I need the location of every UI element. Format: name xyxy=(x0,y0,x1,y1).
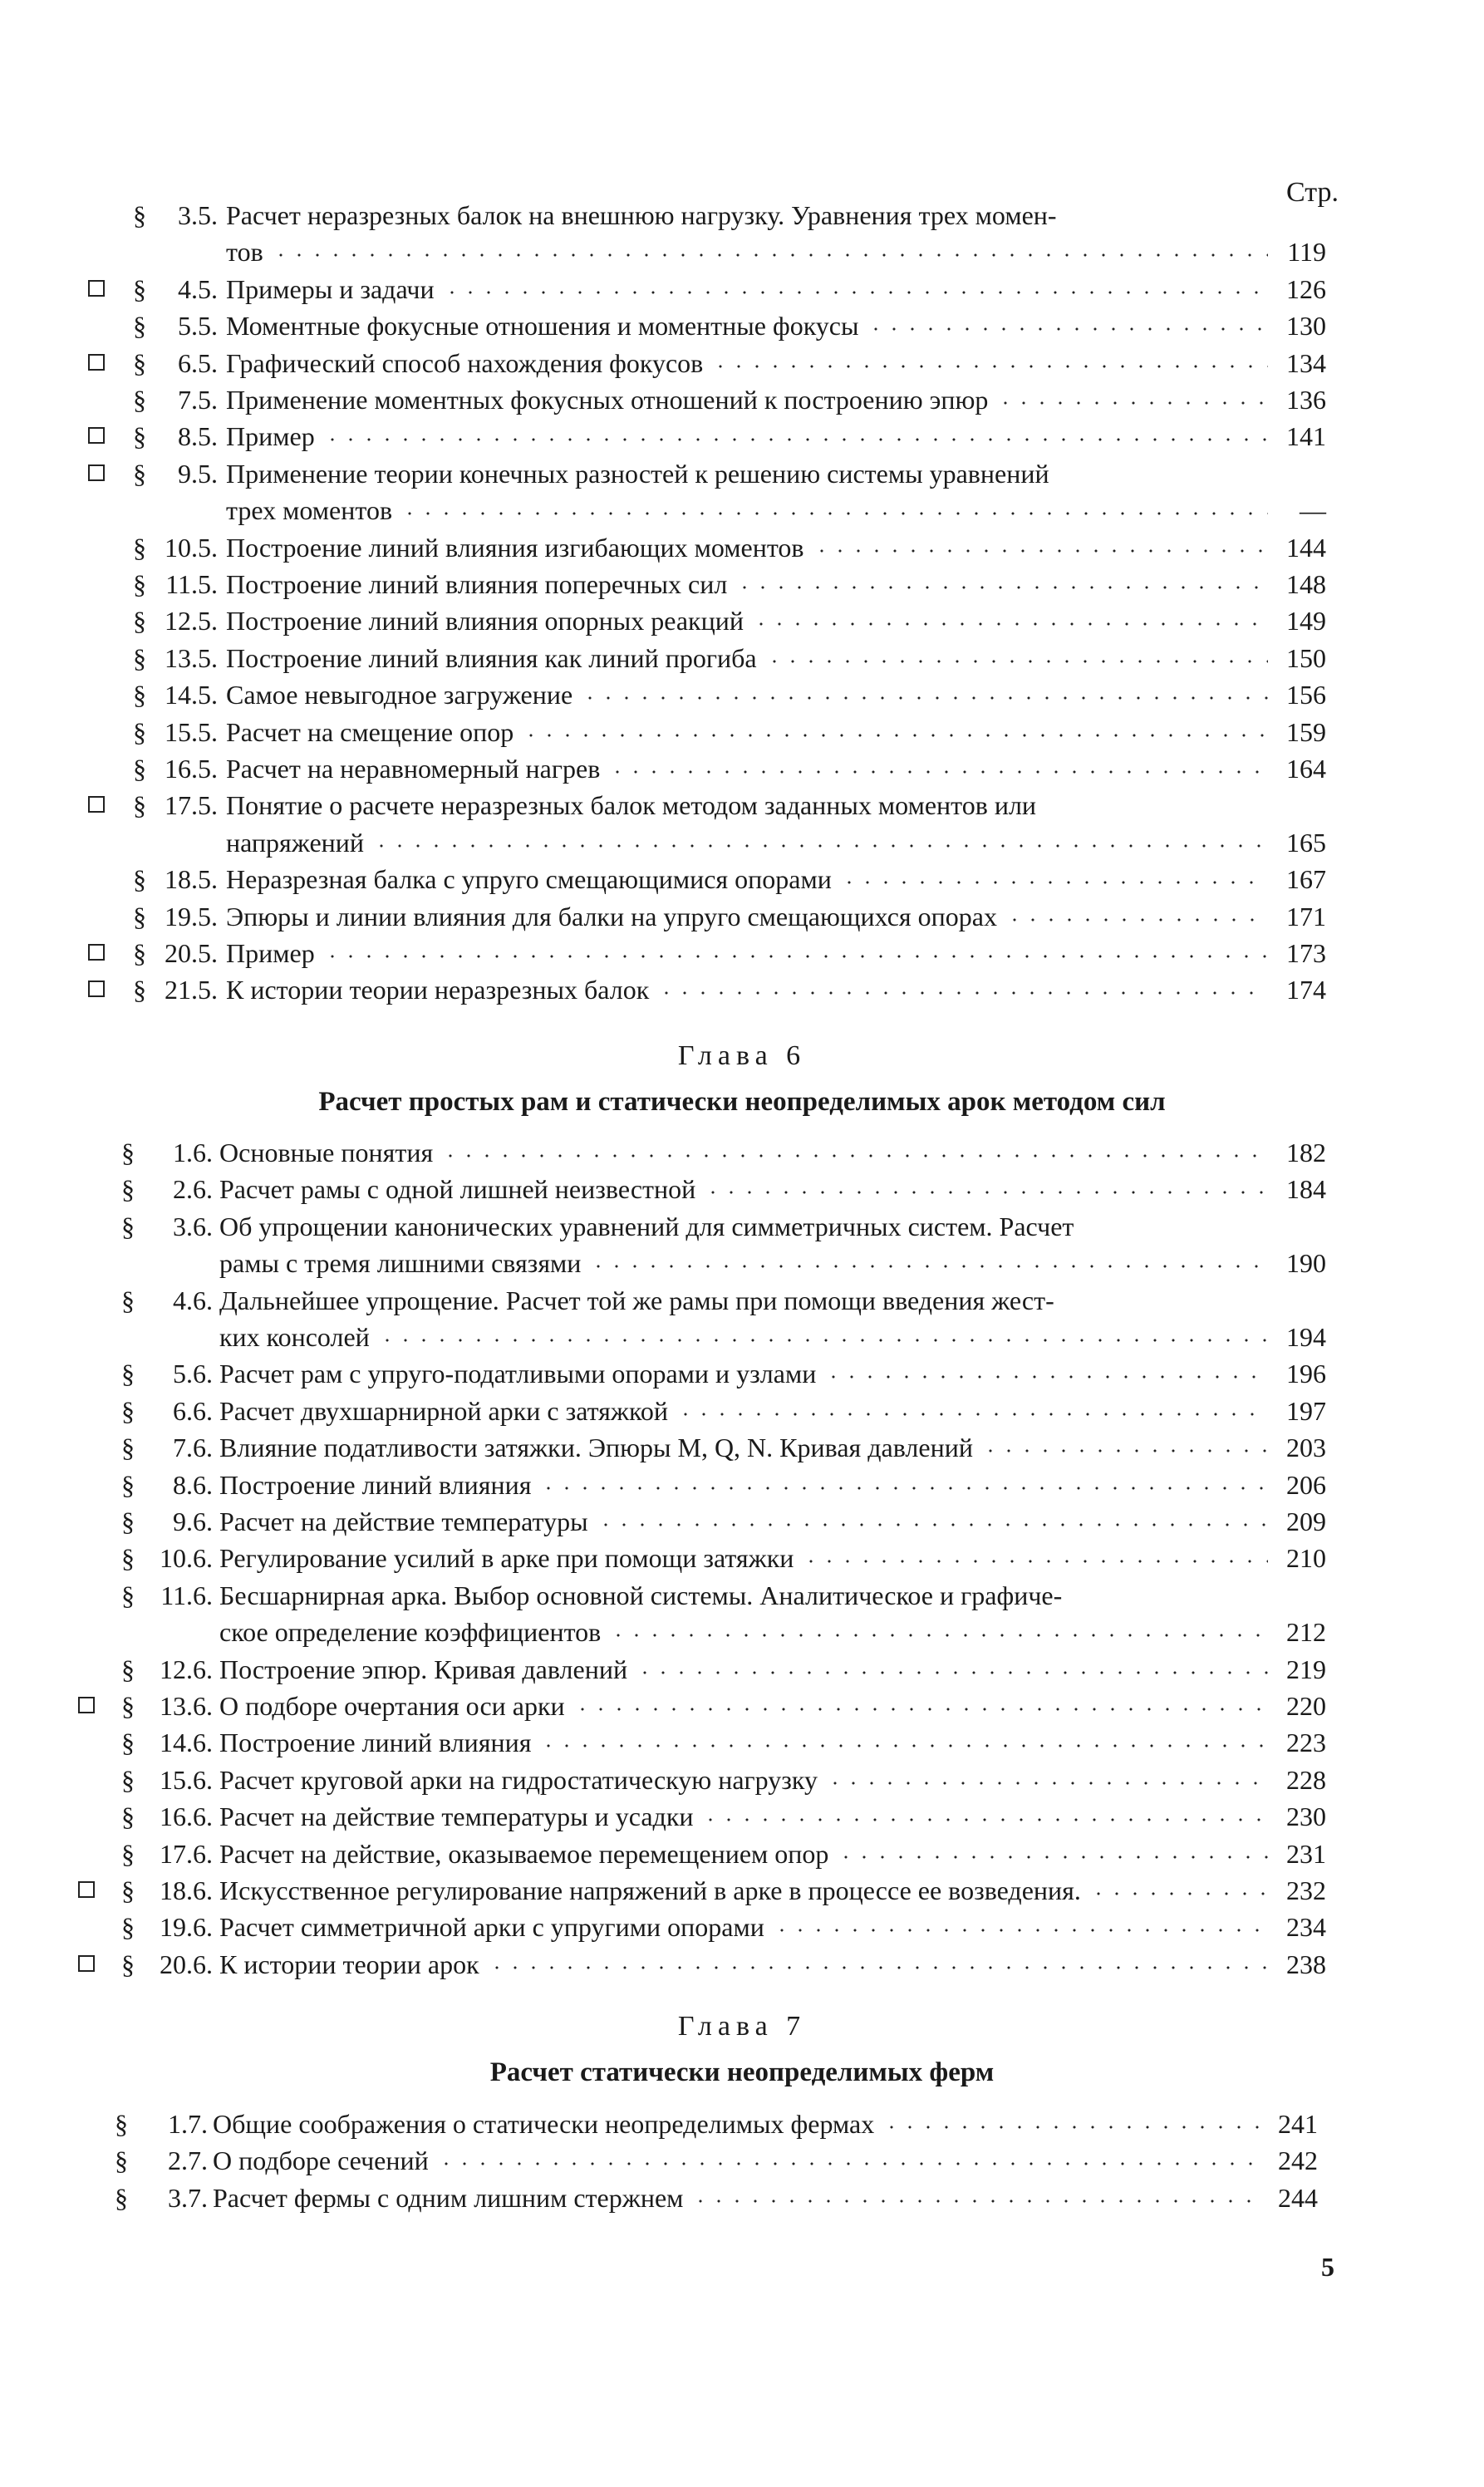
section-sign: § xyxy=(133,642,146,673)
section-sign: § xyxy=(121,1764,135,1795)
entry-number: 6.5. xyxy=(178,347,218,378)
entry-page-number: 190 xyxy=(1286,1248,1326,1279)
dot-leader xyxy=(676,1413,1268,1416)
entry-page-number: 126 xyxy=(1286,273,1326,304)
toc-entry xyxy=(0,566,1484,602)
section-sign: § xyxy=(133,754,146,784)
entry-number: 19.6. xyxy=(160,1912,213,1943)
entry-title-line: Расчет на действие, оказываемое перемещением опор xyxy=(219,1838,829,1869)
checkbox-icon xyxy=(88,944,105,961)
entry-title-line: Эпюры и линии влияния для балки на упруго смещающихся опорах xyxy=(226,901,997,931)
entry-title-line: Дальнейшее упрощение. Расчет той же рамы при помощи введения жест- xyxy=(219,1285,1054,1315)
section-sign: § xyxy=(133,606,146,636)
entry-page-number: 230 xyxy=(1286,1801,1326,1832)
dot-leader xyxy=(372,844,1268,848)
entry-number: 14.5. xyxy=(165,680,218,710)
entry-title-line: Влияние податливости затяжки. Эпюры M, Q, N. Кривая давлений xyxy=(219,1433,973,1463)
toc-entry xyxy=(0,1577,1484,1651)
entry-title-line: Построение линий влияния xyxy=(219,1469,532,1500)
entry-number: 10.5. xyxy=(165,532,218,563)
toc-entry xyxy=(0,971,1484,1008)
checkbox-icon xyxy=(88,981,105,997)
entry-number: 5.6. xyxy=(173,1359,213,1389)
dot-leader xyxy=(840,881,1268,884)
toc-entry xyxy=(0,307,1484,344)
entry-page-number: 234 xyxy=(1286,1912,1326,1943)
section-sign: § xyxy=(121,1285,135,1315)
entry-page-number: 119 xyxy=(1287,237,1326,268)
entry-number: 3.6. xyxy=(173,1211,213,1241)
toc-entry xyxy=(0,1429,1484,1466)
entry-number: 5.5. xyxy=(178,311,218,342)
entry-number: 4.6. xyxy=(173,1285,213,1315)
entry-title-line: Расчет двухшарнирной арки с затяжкой xyxy=(219,1395,669,1426)
dot-leader xyxy=(441,1154,1268,1157)
section-sign: § xyxy=(115,2145,128,2176)
entry-title-line: Бесшарнирная арка. Выбор основной системы. Аналитическое и графиче- xyxy=(219,1580,1063,1610)
chapter7-title: Расчет статически неопределимых ферм xyxy=(489,2057,995,2087)
dot-leader xyxy=(735,586,1268,589)
dot-leader xyxy=(802,1560,1268,1563)
dot-leader xyxy=(323,955,1268,958)
checkbox-icon xyxy=(88,796,105,813)
entry-title-line: Применение моментных фокусных отношений к построению эпюр xyxy=(226,385,989,415)
dot-leader xyxy=(539,1744,1268,1747)
entry-page-number: 144 xyxy=(1286,532,1326,563)
checkbox-icon xyxy=(88,427,105,444)
dot-leader xyxy=(996,401,1268,405)
section-sign: § xyxy=(115,2109,128,2139)
entry-number: 20.6. xyxy=(160,1949,213,1979)
entry-title-line: Построение линий влияния xyxy=(219,1728,532,1758)
entry-title-line: Расчет на действие температуры xyxy=(219,1506,588,1536)
entry-page-number: 141 xyxy=(1286,421,1326,452)
entry-page-number: 232 xyxy=(1286,1875,1326,1905)
entry-title-line: Построение линий влияния поперечных сил xyxy=(226,569,728,599)
toc-entry xyxy=(0,861,1484,897)
dot-leader xyxy=(597,1523,1268,1526)
toc-entry xyxy=(0,1540,1484,1576)
checkbox-icon xyxy=(78,1697,95,1713)
entry-title-line: К истории теории арок xyxy=(219,1949,479,1979)
section-sign: § xyxy=(121,1654,135,1684)
entry-page-number: 174 xyxy=(1286,975,1326,1005)
entry-title-line: О подборе сечений xyxy=(213,2145,429,2176)
section-sign: § xyxy=(121,1728,135,1758)
page-column-label: Стр. xyxy=(1286,177,1339,208)
toc-entry xyxy=(0,1651,1484,1688)
dot-leader xyxy=(443,291,1268,294)
section-sign: § xyxy=(133,569,146,599)
toc-entry xyxy=(0,750,1484,787)
dot-leader xyxy=(323,438,1268,441)
dot-leader xyxy=(636,1671,1268,1674)
entry-title-line: Построение эпюр. Кривая давлений xyxy=(219,1654,628,1684)
section-sign: § xyxy=(121,1506,135,1536)
section-sign: § xyxy=(121,1949,135,1979)
dot-leader xyxy=(691,2199,1260,2203)
toc-entry xyxy=(0,676,1484,713)
entry-title-line: Неразрезная балка с упруго смещающимися опорами xyxy=(226,864,832,895)
toc-entry xyxy=(0,418,1484,455)
section-sign: § xyxy=(121,1359,135,1389)
entry-title-line: Расчет на действие температуры и усадки xyxy=(219,1801,694,1832)
entry-page-number: 182 xyxy=(1286,1138,1326,1167)
entry-number: 13.5. xyxy=(165,642,218,673)
entry-number: 19.5. xyxy=(165,901,218,931)
dot-leader xyxy=(826,1782,1268,1785)
toc-entry xyxy=(0,455,1484,529)
dot-leader xyxy=(704,1191,1268,1194)
entry-page-number: 210 xyxy=(1286,1543,1326,1574)
entry-number: 11.5. xyxy=(165,569,218,599)
dot-leader xyxy=(711,365,1268,368)
dot-leader xyxy=(581,696,1268,700)
entry-page-number: 171 xyxy=(1286,901,1326,931)
section-sign: § xyxy=(121,1543,135,1574)
entry-title-line: Расчет на неравномерный нагрев xyxy=(226,754,601,784)
section-sign: § xyxy=(133,716,146,747)
entry-title-line: Расчет симметричной арки с упругими опорами xyxy=(219,1912,764,1943)
entry-page-number: — xyxy=(1300,495,1326,526)
entry-page-number: 228 xyxy=(1286,1764,1326,1795)
entry-page-number: 241 xyxy=(1278,2109,1318,2139)
dot-leader xyxy=(824,1375,1268,1379)
section-sign: § xyxy=(121,1580,135,1610)
toc-entry xyxy=(0,1872,1484,1909)
entry-number: 21.5. xyxy=(165,975,218,1005)
entry-number: 18.6. xyxy=(160,1875,213,1905)
dot-leader xyxy=(608,770,1268,774)
entry-page-number: 223 xyxy=(1286,1728,1326,1758)
entry-number: 2.6. xyxy=(173,1174,213,1205)
entry-title-line: Искусственное регулирование напряжений в арке в процессе ее возведения. xyxy=(219,1875,1081,1905)
section-sign: § xyxy=(133,311,146,342)
entry-number: 17.5. xyxy=(165,790,218,821)
entry-title-line: Построение линий влияния опорных реакций xyxy=(226,606,744,636)
dot-leader xyxy=(609,1634,1268,1637)
section-sign: § xyxy=(121,1838,135,1869)
toc-entry xyxy=(0,1282,1484,1356)
checkbox-icon xyxy=(88,354,105,371)
section-sign: § xyxy=(121,1138,135,1167)
dot-leader xyxy=(1089,1892,1268,1895)
entry-page-number: 212 xyxy=(1286,1617,1326,1648)
section-sign: § xyxy=(133,385,146,415)
section-sign: § xyxy=(121,1875,135,1905)
entry-title-line: ких консолей xyxy=(219,1321,370,1352)
entry-title-line: Понятие о расчете неразрезных балок методом заданных моментов или xyxy=(226,790,1037,821)
entry-page-number: 167 xyxy=(1286,864,1326,895)
entry-page-number: 238 xyxy=(1286,1949,1326,1979)
dot-leader xyxy=(488,1966,1268,1969)
section-sign: § xyxy=(121,1912,135,1943)
dot-leader xyxy=(589,1265,1268,1268)
toc-entry xyxy=(0,529,1484,566)
chapter6-label: Глава 6 xyxy=(677,1040,807,1071)
checkbox-icon xyxy=(78,1881,95,1898)
section-sign: § xyxy=(121,1211,135,1241)
entry-number: 3.7. xyxy=(168,2182,208,2213)
entry-title-line: Примеры и задачи xyxy=(226,273,435,304)
checkbox-icon xyxy=(88,464,105,481)
entry-title-line: Построение линий влияния изгибающих моментов xyxy=(226,532,804,563)
section-sign: § xyxy=(121,1433,135,1463)
section-sign: § xyxy=(133,975,146,1005)
entry-number: 2.7. xyxy=(168,2145,208,2176)
dot-leader xyxy=(400,512,1268,515)
entry-number: 16.6. xyxy=(160,1801,213,1832)
section-sign: § xyxy=(121,1801,135,1832)
chapter6-title: Расчет простых рам и статически неопределимых арок методом сил xyxy=(318,1087,1166,1117)
toc-entry xyxy=(0,1171,1484,1207)
entry-number: 12.6. xyxy=(160,1654,213,1684)
section-sign: § xyxy=(133,901,146,931)
section-sign: § xyxy=(133,273,146,304)
dot-leader xyxy=(813,549,1268,553)
toc-entry xyxy=(0,1909,1484,1945)
toc-entry xyxy=(0,935,1484,971)
entry-number: 4.5. xyxy=(178,273,218,304)
toc-entry xyxy=(0,1798,1484,1835)
entry-number: 11.6. xyxy=(160,1580,213,1610)
entry-page-number: 149 xyxy=(1286,606,1326,636)
entry-title-line: Расчет на смещение опор xyxy=(226,716,514,747)
entry-page-number: 184 xyxy=(1286,1174,1326,1205)
toc-entry xyxy=(0,1946,1484,1983)
toc-entry xyxy=(0,1836,1484,1872)
entry-page-number: 196 xyxy=(1286,1359,1326,1389)
toc-entry xyxy=(0,1355,1484,1392)
section-sign: § xyxy=(133,938,146,968)
section-sign: § xyxy=(121,1691,135,1721)
toc-entry xyxy=(0,2142,1484,2179)
entry-number: 10.6. xyxy=(160,1543,213,1574)
entry-number: 15.5. xyxy=(165,716,218,747)
entry-number: 8.6. xyxy=(173,1469,213,1500)
toc-entry xyxy=(0,2106,1484,2142)
toc-entry xyxy=(0,1467,1484,1503)
toc-entry xyxy=(0,1724,1484,1761)
section-sign: § xyxy=(115,2182,128,2213)
toc-entry xyxy=(0,381,1484,418)
toc-entry xyxy=(0,1688,1484,1724)
checkbox-icon xyxy=(78,1955,95,1972)
section-sign: § xyxy=(121,1469,135,1500)
entry-number: 7.6. xyxy=(173,1433,213,1463)
entry-title-line: ское определение коэффициентов xyxy=(219,1617,602,1648)
entry-title-line: Самое невыгодное загружение xyxy=(226,680,573,710)
entry-number: 17.6. xyxy=(160,1838,213,1869)
section-sign: § xyxy=(133,421,146,452)
entry-page-number: 231 xyxy=(1286,1838,1326,1869)
entry-number: 6.6. xyxy=(173,1395,213,1426)
entry-title-line: Применение теории конечных разностей к решению системы уравнений xyxy=(226,458,1049,489)
toc-entry xyxy=(0,787,1484,861)
section-sign: § xyxy=(133,864,146,895)
toc-entry xyxy=(0,640,1484,676)
section-sign: § xyxy=(133,790,146,821)
entry-title-line: трех моментов xyxy=(226,495,393,526)
footer-page-number: 5 xyxy=(1321,2252,1334,2282)
dot-leader xyxy=(773,1929,1268,1932)
entry-title-line: Графический способ нахождения фокусов xyxy=(226,347,704,378)
dot-leader xyxy=(701,1818,1268,1821)
entry-title-line: рамы с тремя лишними связями xyxy=(219,1248,582,1279)
toc-entry xyxy=(0,714,1484,750)
dot-leader xyxy=(1005,918,1268,922)
entry-number: 20.5. xyxy=(165,938,218,968)
section-sign: § xyxy=(133,200,146,230)
dot-leader xyxy=(882,2126,1260,2129)
toc-entry xyxy=(0,345,1484,381)
entry-number: 9.5. xyxy=(178,458,218,489)
entry-title-line: Моментные фокусные отношения и моментные фокусы xyxy=(226,311,859,342)
entry-page-number: 203 xyxy=(1286,1433,1326,1463)
entry-title-line: Об упрощении канонических уравнений для симметричных систем. Расчет xyxy=(219,1211,1074,1241)
entry-page-number: 148 xyxy=(1286,569,1326,599)
entry-number: 15.6. xyxy=(160,1764,213,1795)
entry-page-number: 159 xyxy=(1286,716,1326,747)
entry-page-number: 136 xyxy=(1286,385,1326,415)
entry-page-number: 197 xyxy=(1286,1395,1326,1426)
section-sign: § xyxy=(121,1395,135,1426)
entry-title-line: Пример xyxy=(226,938,315,968)
entry-page-number: 156 xyxy=(1286,680,1326,710)
entry-page-number: 220 xyxy=(1286,1691,1326,1721)
entry-title-line: О подборе очертания оси арки xyxy=(219,1691,565,1721)
entry-number: 1.7. xyxy=(168,2109,208,2139)
toc-entry xyxy=(0,602,1484,639)
entry-page-number: 134 xyxy=(1286,347,1326,378)
entry-page-number: 242 xyxy=(1278,2145,1318,2176)
entry-title-line: Общие соображения о статически неопределимых фермах xyxy=(213,2109,875,2139)
entry-title-line: Построение линий влияния как линий прогиба xyxy=(226,642,757,673)
dot-leader xyxy=(378,1339,1268,1342)
entry-title-line: Расчет неразрезных балок на внешнюю нагрузку. Уравнения трех момен- xyxy=(226,200,1057,230)
entry-title-line: напряжений xyxy=(226,827,365,858)
entry-number: 9.6. xyxy=(173,1506,213,1536)
entry-title-line: Расчет рам с упруго-податливыми опорами и узлами xyxy=(219,1359,817,1389)
entry-number: 12.5. xyxy=(165,606,218,636)
toc-entry xyxy=(0,1762,1484,1798)
chapter7-label: Глава 7 xyxy=(677,2011,807,2042)
entry-page-number: 165 xyxy=(1286,827,1326,858)
entry-number: 7.5. xyxy=(178,385,218,415)
entry-page-number: 164 xyxy=(1286,754,1326,784)
dot-leader xyxy=(272,253,1268,257)
dot-leader xyxy=(837,1855,1268,1859)
dot-leader xyxy=(752,622,1268,626)
toc-entry xyxy=(0,271,1484,307)
section-sign: § xyxy=(133,532,146,563)
dot-leader xyxy=(981,1449,1268,1452)
toc-entry xyxy=(0,898,1484,935)
dot-leader xyxy=(657,991,1268,995)
entry-page-number: 206 xyxy=(1286,1469,1326,1500)
checkbox-icon xyxy=(88,280,105,297)
section-sign: § xyxy=(121,1174,135,1205)
entry-title-line: Регулирование усилий в арке при помощи затяжки xyxy=(219,1543,794,1574)
entry-title-line: Расчет круговой арки на гидростатическую нагрузку xyxy=(219,1764,818,1795)
entry-number: 8.5. xyxy=(178,421,218,452)
entry-title-line: Основные понятия xyxy=(219,1138,434,1167)
section-sign: § xyxy=(133,680,146,710)
entry-number: 1.6. xyxy=(173,1138,213,1167)
toc-entry xyxy=(0,1134,1484,1171)
entry-number: 13.6. xyxy=(160,1691,213,1721)
entry-title-line: К истории теории неразрезных балок xyxy=(226,975,650,1005)
toc-entry xyxy=(0,1208,1484,1282)
entry-title-line: Пример xyxy=(226,421,315,452)
entry-page-number: 209 xyxy=(1286,1506,1326,1536)
entry-number: 18.5. xyxy=(165,864,218,895)
dot-leader xyxy=(867,327,1268,331)
entry-title-line: Расчет фермы с одним лишним стержнем xyxy=(213,2182,684,2213)
dot-leader xyxy=(522,734,1268,737)
entry-number: 14.6. xyxy=(160,1728,213,1758)
entry-number: 16.5. xyxy=(165,754,218,784)
dot-leader xyxy=(765,660,1268,663)
entry-page-number: 219 xyxy=(1286,1654,1326,1684)
entry-page-number: 150 xyxy=(1286,642,1326,673)
entry-page-number: 130 xyxy=(1286,311,1326,342)
entry-page-number: 244 xyxy=(1278,2182,1318,2213)
section-sign: § xyxy=(133,347,146,378)
entry-number: 3.5. xyxy=(178,200,218,230)
entry-title-line: тов xyxy=(226,237,263,268)
toc-entry xyxy=(0,2180,1484,2216)
toc-entry xyxy=(0,1393,1484,1429)
entry-page-number: 173 xyxy=(1286,938,1326,968)
dot-leader xyxy=(437,2162,1260,2165)
toc-entry xyxy=(0,1503,1484,1540)
section-sign: § xyxy=(133,458,146,489)
toc-entry xyxy=(0,197,1484,271)
entry-title-line: Расчет рамы с одной лишней неизвестной xyxy=(219,1174,696,1205)
entry-page-number: 194 xyxy=(1286,1321,1326,1352)
dot-leader xyxy=(573,1708,1268,1711)
dot-leader xyxy=(539,1487,1268,1490)
